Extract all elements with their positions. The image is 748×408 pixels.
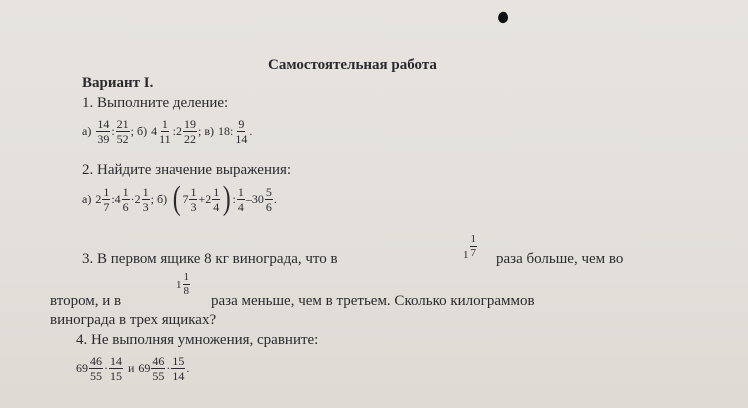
task2-expressions (82, 182, 277, 216)
whole-part: 1 (463, 249, 469, 261)
whole-part: 30 (251, 191, 264, 206)
numerator: 14 (110, 354, 122, 368)
variant-heading: Вариант I. (82, 75, 154, 91)
fraction (96, 118, 110, 145)
denominator: 15 (110, 369, 122, 383)
whole-part: 2 (205, 191, 212, 206)
denominator: 7 (103, 199, 110, 214)
operator: : (111, 191, 115, 206)
right-paren: ) (222, 180, 231, 217)
denominator: 3 (190, 199, 197, 214)
whole-part: 2 (95, 191, 102, 206)
fraction (142, 186, 150, 213)
denominator: 6 (265, 199, 272, 214)
fraction (265, 186, 273, 213)
denominator: 52 (116, 132, 129, 146)
task3-line2-end: раза меньше, чем в третьем. Сколько килограммов (211, 293, 535, 309)
whole-part: 7 (182, 191, 189, 206)
fraction (470, 234, 478, 259)
fraction (102, 186, 110, 213)
fraction (212, 186, 220, 213)
numerator: 1 (190, 184, 197, 199)
denominator: 4 (213, 199, 220, 214)
numerator: 1 (213, 184, 220, 199)
fraction (109, 355, 123, 382)
numerator: 1 (183, 271, 189, 283)
whole-part: 2 (176, 124, 183, 138)
operator: : (172, 124, 177, 138)
separator: ; б) (150, 191, 168, 206)
separator: ; б) (130, 124, 148, 138)
whole-part: 69 (76, 361, 88, 375)
operator: · (104, 361, 108, 375)
period: . (186, 361, 190, 375)
numerator: 1 (103, 184, 110, 199)
fraction (89, 355, 103, 382)
denominator: 6 (122, 199, 129, 214)
numerator: 19 (184, 117, 197, 131)
denominator: 3 (142, 199, 149, 214)
fraction (116, 118, 130, 145)
task2-a-label: а) (82, 191, 92, 206)
task3-mixed-1 (463, 231, 478, 261)
period: . (273, 191, 277, 206)
task3-line1-start: 3. В первом ящике 8 кг винограда, что в (82, 251, 338, 267)
operator: · (130, 191, 135, 206)
task1-heading: 1. Выполните деление: (82, 95, 229, 111)
operator: – (245, 191, 252, 206)
period: . (249, 124, 253, 138)
numerator: 46 (90, 354, 102, 368)
denominator: 7 (470, 246, 476, 259)
numerator: 46 (152, 354, 165, 368)
fraction (151, 355, 165, 382)
numerator: 1 (122, 184, 129, 199)
whole-part: 1 (176, 278, 182, 291)
numerator: 14 (97, 117, 110, 131)
fraction (183, 118, 197, 145)
denominator: 4 (237, 199, 244, 214)
fraction (234, 118, 248, 145)
task3-line2-start: втором, и в (50, 293, 122, 309)
whole-part: 4 (151, 124, 158, 138)
whole-part: 69 (138, 361, 151, 375)
whole-part: 18 (218, 124, 231, 138)
page-title: Самостоятельная работа (268, 57, 437, 73)
fraction (183, 272, 191, 297)
fraction (171, 355, 185, 382)
numerator: 15 (172, 354, 185, 368)
denominator: 14 (235, 132, 248, 146)
denominator: 55 (90, 369, 102, 383)
fraction (237, 186, 245, 213)
numerator: 1 (142, 184, 149, 199)
numerator: 21 (116, 117, 129, 131)
operator: + (198, 191, 206, 206)
denominator: 39 (97, 132, 110, 146)
task4-expressions (76, 355, 189, 382)
left-paren: ( (172, 180, 181, 217)
denominator: 8 (183, 285, 189, 297)
operator: · (166, 361, 171, 375)
denominator: 11 (159, 132, 171, 146)
task2-heading: 2. Найдите значение выражения: (82, 162, 292, 178)
separator: ; в) (198, 124, 215, 138)
numerator: 1 (237, 184, 244, 199)
numerator: 5 (265, 184, 272, 199)
numerator: 1 (470, 232, 476, 245)
operator: : (232, 191, 236, 206)
fraction (122, 186, 130, 213)
whole-part: 4 (114, 191, 121, 206)
task1-expressions (82, 118, 252, 145)
fraction (158, 118, 172, 145)
denominator: 55 (152, 369, 165, 383)
task1-a-label: а) (82, 124, 92, 138)
operator: : (230, 124, 234, 138)
denominator: 22 (184, 132, 197, 146)
conjunction: и (128, 361, 135, 375)
whole-part: 2 (134, 191, 141, 206)
task3-line1-end: раза больше, чем во (496, 251, 624, 267)
operator: : (111, 124, 115, 138)
task3-line3: винограда в трех ящиках? (50, 312, 217, 328)
numerator: 1 (161, 117, 168, 131)
task3-mixed-2 (176, 272, 191, 297)
numerator: 9 (238, 117, 245, 131)
task4-heading: 4. Не выполняя умножения, сравните: (76, 332, 319, 348)
denominator: 14 (172, 369, 185, 383)
fraction (189, 186, 197, 213)
